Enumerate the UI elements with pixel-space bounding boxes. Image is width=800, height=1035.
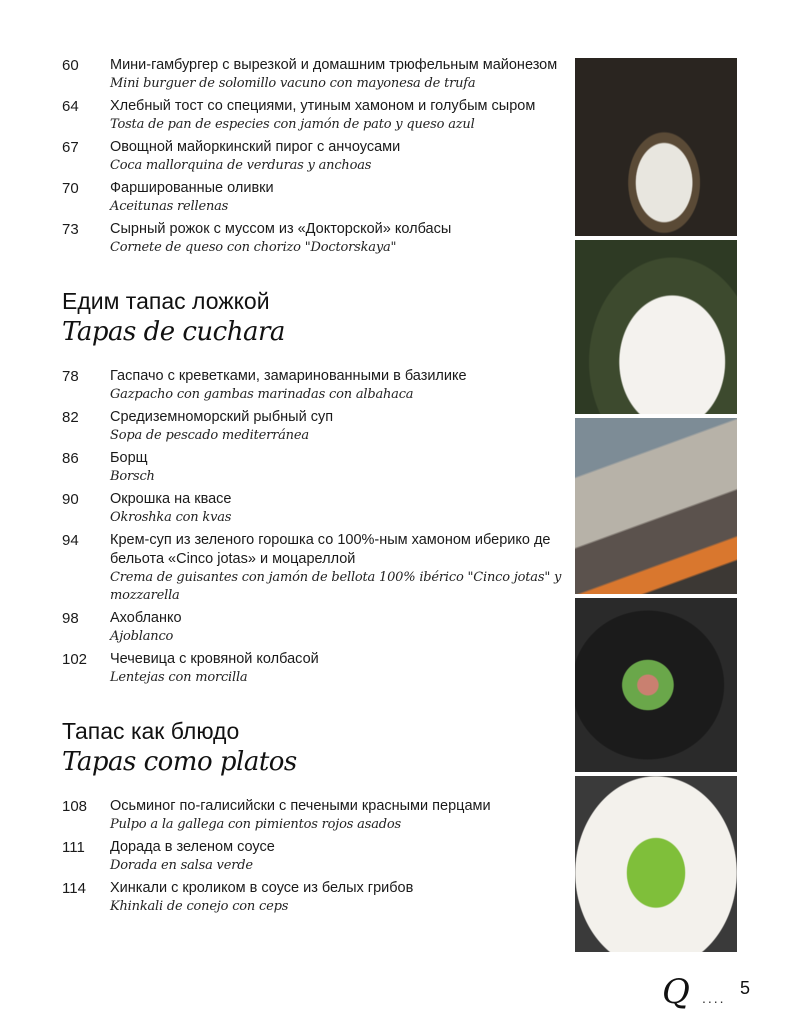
section-title-ru: Едим тапас ложкой [62, 288, 270, 314]
dish-title-es: Ajoblanco [110, 629, 174, 644]
food-photo-pea-cream [575, 598, 737, 772]
page-number: 108 [62, 798, 88, 815]
toc-entry-60[interactable] [62, 56, 562, 93]
footer-dots: .... [702, 990, 726, 1006]
dish-title-ru: Фаршированные оливки [110, 180, 274, 196]
section-heading-tapas-como-platos [62, 717, 562, 779]
dish-title-es: Dorada en salsa verde [110, 858, 253, 873]
dish-title-ru: Средиземноморский рыбный суп [110, 409, 334, 425]
toc-entry-67[interactable] [62, 138, 562, 175]
dish-title-ru: Мини-гамбургер с вырезкой и домашним трюфельным майонезом [110, 57, 558, 73]
page-number: 60 [62, 57, 79, 74]
dish-title-ru: Овощной майоркинский пирог с анчоусами [110, 139, 401, 155]
toc-entry-82[interactable] [62, 408, 562, 445]
dish-title-es: Mini burguer de solomillo vacuno con mayonesa de trufa [110, 76, 476, 91]
dish-title-es: Cornete de queso con chorizo "Doctorskaya" [110, 240, 397, 255]
dish-title-ru: Хинкали с кроликом в соусе из белых грибов [110, 880, 414, 896]
page-number: 114 [62, 880, 86, 897]
page-number: 98 [62, 610, 79, 627]
section-title-es: Tapas de cuchara [62, 317, 285, 347]
page-number: 90 [62, 491, 79, 508]
toc-entry-102[interactable] [62, 650, 562, 687]
toc-entry-78[interactable] [62, 367, 562, 404]
toc-entry-64[interactable] [62, 97, 562, 134]
page-number: 70 [62, 180, 79, 197]
page-number: 111 [62, 839, 85, 856]
page-number: 73 [62, 221, 79, 238]
toc-entry-86[interactable] [62, 449, 562, 486]
dish-title-es: Gazpacho con gambas marinadas con albahaca [110, 387, 414, 402]
toc-entry-111[interactable] [62, 838, 562, 875]
publisher-logo: Q [662, 972, 690, 1012]
dish-title-es: Tosta de pan de especies con jamón de pato y queso azul [110, 117, 475, 132]
dish-title-ru: Сырный рожок с муссом из «Докторской» колбасы [110, 221, 452, 237]
dish-title-ru: Борщ [110, 450, 148, 466]
dish-title-es: Aceitunas rellenas [110, 199, 229, 214]
dish-title-es: Lentejas con morcilla [110, 670, 248, 685]
food-photo-skewer [575, 58, 737, 236]
dish-title-es: Pulpo a la gallega con pimientos rojos asados [110, 817, 401, 832]
dish-title-ru: Чечевица с кровяной колбасой [110, 651, 319, 667]
dish-title-ru: Крем-суп из зеленого горошка со 100%-ным хамоном иберико де бельота «Cinco jotas» и моцареллой [110, 532, 551, 567]
toc-entry-90[interactable] [62, 490, 562, 527]
toc-entry-73[interactable] [62, 220, 562, 257]
page-number: 78 [62, 368, 79, 385]
dish-title-es: Sopa de pescado mediterránea [110, 428, 309, 443]
food-photo-khinkali [575, 776, 737, 952]
page-number: 86 [62, 450, 79, 467]
page-number-footer: 5 [740, 978, 751, 998]
toc-entry-94[interactable] [62, 531, 562, 605]
dish-title-ru: Ахобланко [110, 610, 182, 626]
page-number: 82 [62, 409, 79, 426]
photo-column [575, 58, 737, 956]
toc-entry-70[interactable] [62, 179, 562, 216]
dish-title-es: Okroshka con kvas [110, 510, 232, 525]
section-title-es: Tapas como platos [62, 747, 297, 777]
toc-entry-108[interactable] [62, 797, 562, 834]
dish-title-es: Borsch [110, 469, 155, 484]
food-photo-fish-soup [575, 418, 737, 594]
dish-title-ru: Окрошка на квасе [110, 491, 232, 507]
page-number: 67 [62, 139, 79, 156]
toc-entry-114[interactable] [62, 879, 562, 916]
dish-title-ru: Осьминог по-галисийски с печеными красными перцами [110, 798, 491, 814]
food-photo-gazpacho [575, 240, 737, 414]
page-number: 94 [62, 532, 79, 549]
dish-title-es: Khinkali de conejo con ceps [110, 899, 289, 914]
dish-title-ru: Дорада в зеленом соусе [110, 839, 275, 855]
page-number: 102 [62, 651, 88, 668]
table-of-contents [62, 56, 562, 920]
page-number: 64 [62, 98, 79, 115]
section-heading-tapas-de-cuchara [62, 287, 562, 349]
dish-title-es: Coca mallorquina de verduras y anchoas [110, 158, 372, 173]
dish-title-ru: Хлебный тост со специями, утиным хамоном и голубым сыром [110, 98, 536, 114]
dish-title-ru: Гаспачо с креветками, замаринованными в базилике [110, 368, 467, 384]
section-title-ru: Тапас как блюдо [62, 718, 240, 744]
dish-title-es: Crema de guisantes con jamón de bellota 100% ibérico "Cinco jotas" y mozzarella [110, 570, 562, 603]
toc-entry-98[interactable] [62, 609, 562, 646]
